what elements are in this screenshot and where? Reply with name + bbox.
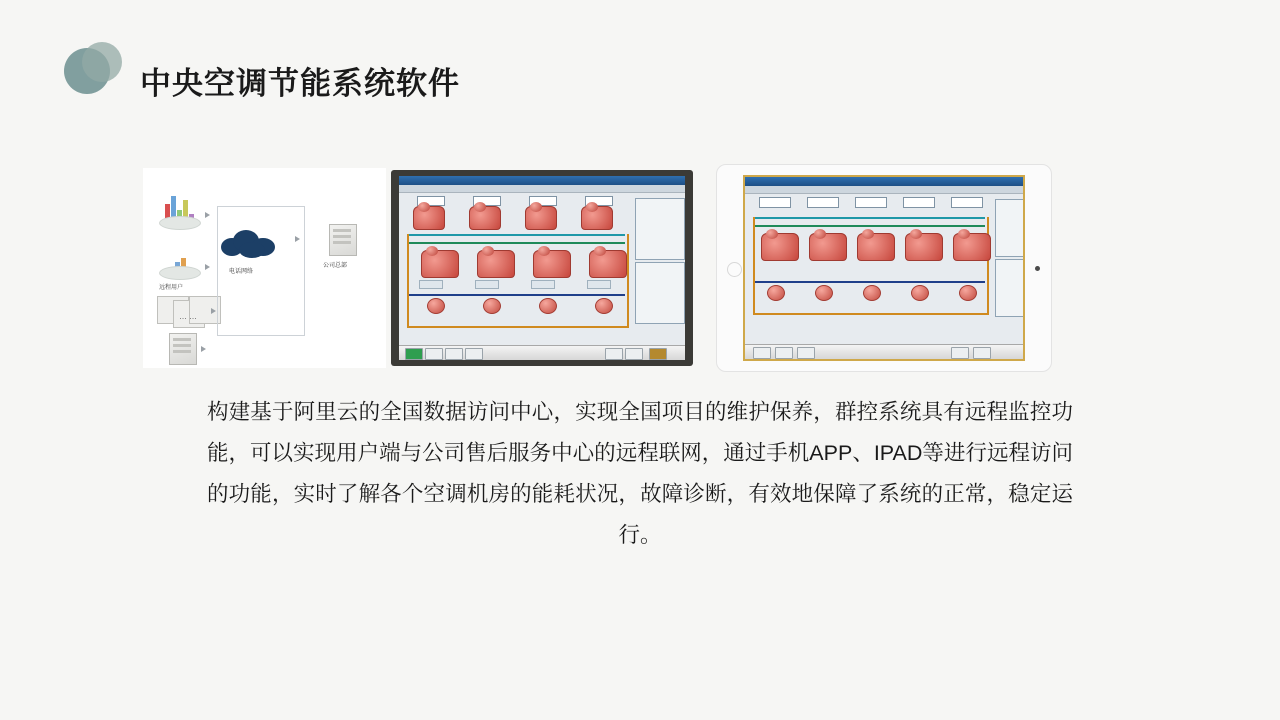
phone-screen xyxy=(399,176,685,360)
mobile-phone-scada-screenshot xyxy=(391,170,693,366)
arrow-icon-2 xyxy=(205,264,210,270)
chiller-unit xyxy=(477,250,515,278)
platform-ellipse-1 xyxy=(159,216,201,230)
pipe-supply xyxy=(755,217,985,219)
arrow-icon-5 xyxy=(295,236,300,242)
cooling-tower-unit xyxy=(581,206,613,230)
pipe-return xyxy=(755,225,985,227)
scada-tag-box xyxy=(807,197,839,208)
remote-users-label: 远程用户 xyxy=(159,285,184,291)
chiller-unit xyxy=(589,250,627,278)
scada-tag-box xyxy=(759,197,791,208)
scada-readout xyxy=(587,280,611,289)
pump-unit xyxy=(483,298,501,314)
pump-unit xyxy=(595,298,613,314)
pipe-riser-left xyxy=(753,217,755,315)
telephone-network-cloud-icon xyxy=(221,226,277,260)
scada-trend-panel xyxy=(635,262,685,324)
pump-unit xyxy=(767,285,785,301)
pump-unit xyxy=(539,298,557,314)
toolbar-button[interactable] xyxy=(951,347,969,359)
pump-unit xyxy=(863,285,881,301)
toolbar-button[interactable] xyxy=(775,347,793,359)
scada-readout xyxy=(419,280,443,289)
tablet-button-bar[interactable] xyxy=(745,344,1023,359)
camera-icon xyxy=(1035,266,1040,271)
pipe-riser-right xyxy=(627,234,629,328)
pump-unit xyxy=(911,285,929,301)
scada-trend-panel xyxy=(995,259,1025,317)
scada-data-panel xyxy=(995,199,1025,257)
network-topology-diagram xyxy=(143,168,386,368)
logo-circle-secondary xyxy=(82,42,122,82)
chiller-unit xyxy=(953,233,991,261)
page-title: 中央空调节能系统软件 xyxy=(140,66,460,101)
pipe-riser-right xyxy=(987,217,989,315)
server-icon-local xyxy=(169,333,197,365)
cooling-tower-unit xyxy=(469,206,501,230)
chiller-unit xyxy=(533,250,571,278)
two-circles-logo-icon xyxy=(64,42,122,100)
scada-tag-box xyxy=(855,197,887,208)
ellipsis-label: …… xyxy=(179,312,199,321)
arrow-icon-3 xyxy=(211,308,216,314)
tablet-screen xyxy=(743,175,1025,361)
toolbar-button[interactable] xyxy=(625,348,643,360)
pipe-chilled xyxy=(409,294,625,296)
chiller-unit xyxy=(421,250,459,278)
chiller-unit xyxy=(809,233,847,261)
cooling-tower-unit xyxy=(413,206,445,230)
pipe-condenser xyxy=(753,313,989,315)
alarm-button[interactable] xyxy=(649,348,667,360)
pump-unit xyxy=(959,285,977,301)
pipe-supply xyxy=(409,234,625,236)
pump-unit xyxy=(815,285,833,301)
body-paragraph: 构建基于阿里云的全国数据访问中心，实现全国项目的维护保养，群控系统具有远程监控功能，可以实现用户端与公司售后服务中心的远程联网，通过手机APP、IPAD等进行远程访问的功能，实时了解各个空调机房的能耗状况，故障诊断，有效地保障了系统的正常，稳定运行。 xyxy=(207,400,1073,547)
chiller-unit xyxy=(905,233,943,261)
phone-button-bar[interactable] xyxy=(399,345,685,360)
cloud-label: 电话网络 xyxy=(229,269,254,275)
scada-data-panel xyxy=(635,198,685,260)
headquarters-label: 公司总部 xyxy=(323,263,348,269)
scada-tag-box xyxy=(951,197,983,208)
toolbar-button[interactable] xyxy=(425,348,443,360)
server-icon-headquarters xyxy=(329,224,357,256)
arrow-icon-1 xyxy=(205,212,210,218)
scada-readout xyxy=(531,280,555,289)
arrow-icon-4 xyxy=(201,346,206,352)
home-button-icon[interactable] xyxy=(727,262,742,277)
cooling-tower-unit xyxy=(525,206,557,230)
scada-toolbar-tablet xyxy=(745,186,1023,194)
toolbar-button[interactable] xyxy=(753,347,771,359)
scada-title-bar-phone xyxy=(399,176,685,185)
pipe-riser-left xyxy=(407,234,409,328)
platform-ellipse-2 xyxy=(159,266,201,280)
toolbar-button[interactable] xyxy=(973,347,991,359)
slide-header xyxy=(0,0,1280,140)
pipe-return xyxy=(409,242,625,244)
figure-row xyxy=(0,160,1280,375)
pump-unit xyxy=(427,298,445,314)
scada-toolbar-phone xyxy=(399,185,685,193)
play-button[interactable] xyxy=(405,348,423,360)
toolbar-button[interactable] xyxy=(605,348,623,360)
pipe-chilled xyxy=(755,281,985,283)
scada-tag-box xyxy=(903,197,935,208)
scada-title-bar-tablet xyxy=(745,177,1023,186)
chiller-unit xyxy=(761,233,799,261)
tablet-scada-screenshot xyxy=(716,164,1052,372)
chiller-unit xyxy=(857,233,895,261)
toolbar-button[interactable] xyxy=(797,347,815,359)
toolbar-button[interactable] xyxy=(465,348,483,360)
pipe-condenser xyxy=(407,326,629,328)
toolbar-button[interactable] xyxy=(445,348,463,360)
scada-readout xyxy=(475,280,499,289)
